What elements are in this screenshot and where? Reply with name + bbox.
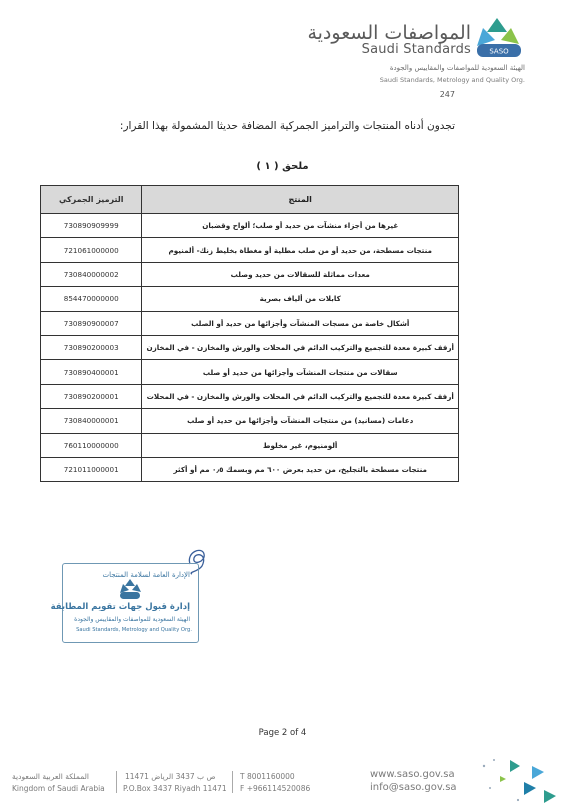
table-row xyxy=(41,311,459,335)
decorative-triangles-icon xyxy=(470,752,560,808)
products-table xyxy=(40,185,459,482)
intro-text: تجدون أدناه المنتجات والترامیز الجمرکیة المضافة حدیثا المشمولة بهذا القرار: xyxy=(119,120,455,132)
product-cell: أرفف كبيرة معدة للتجميع والتركيب الدائم في المحلات والورش والمخازن - في المحلات xyxy=(142,384,459,408)
product-cell: سقالات من منتجات المنشآت وأجزائها من حديد أو صلب xyxy=(142,360,459,384)
code-cell: 730890200003 xyxy=(41,335,142,359)
stamp-org-english: Saudi Standards, Metrology and Quality Org. xyxy=(76,627,192,633)
footer-divider xyxy=(116,771,117,793)
footer-country-english: Kingdom of Saudi Arabia xyxy=(12,784,105,793)
saso-logo-icon xyxy=(469,16,525,60)
product-cell: كابلات من ألياف بصرية xyxy=(142,287,459,311)
stamp-org-arabic: الهيئة السعودية للمواصفات والمقاييس والجودة xyxy=(74,616,190,623)
stamp-unit: إدارة قبول جهات تقويم المطابقة xyxy=(50,602,190,612)
table-row xyxy=(41,384,459,408)
table-row xyxy=(41,457,459,481)
table-row xyxy=(41,335,459,359)
table-row xyxy=(41,433,459,457)
product-cell: معدات مماثلة للسقالات من حديد وصلب xyxy=(142,262,459,286)
header-code: الترميز الجمركي xyxy=(41,186,142,214)
footer-telephone: T 8001160000 xyxy=(240,772,295,781)
header-product: المنتج xyxy=(142,186,459,214)
footer-country-arabic: المملكة العربية السعودية xyxy=(12,772,89,781)
footer-email-link[interactable]: info@saso.gov.sa xyxy=(370,782,457,793)
code-cell: 730890200001 xyxy=(41,384,142,408)
footer-fax: F +966114520086 xyxy=(240,784,311,793)
footer-pobox-arabic: ص ب 3437 الرياض 11471 xyxy=(125,772,216,781)
table-row xyxy=(41,238,459,262)
logo-badge-text: SASO xyxy=(489,47,509,56)
product-cell: دعامات (مسانيد) من منتجات المنشآت وأجزائها من حديد أو صلب xyxy=(142,409,459,433)
stamp-department: الإدارة العامة لسلامة المنتجات xyxy=(102,571,190,579)
footer-divider xyxy=(232,771,233,793)
code-cell: 721061000000 xyxy=(41,238,142,262)
org-name-arabic: الهيئة السعودية للمواصفات والمقاييس والجودة xyxy=(389,64,525,72)
footer-website-link[interactable]: www.saso.gov.sa xyxy=(370,769,455,780)
logo-arabic-text: المواصفات السعودية xyxy=(307,22,471,44)
code-cell: 730840000002 xyxy=(41,262,142,286)
code-cell: 854470000000 xyxy=(41,287,142,311)
table-row xyxy=(41,214,459,238)
code-cell: 730890909999 xyxy=(41,214,142,238)
table-row xyxy=(41,409,459,433)
page-reference: 247 xyxy=(439,90,455,99)
product-cell: غيرها من أجزاء منشآت من حديد أو صلب؛ ألواح وقضبان xyxy=(142,214,459,238)
code-cell: 760110000000 xyxy=(41,433,142,457)
table-row xyxy=(41,360,459,384)
product-cell: منتجات مسطحة، من حديد أو من صلب مطلية أو مغطاة بخليط زنك- ألمنيوم xyxy=(142,238,459,262)
product-cell: أرفف كبيرة معدة للتجميع والتركيب الدائم في المحلات والورش والمخازن - في المخازن xyxy=(142,335,459,359)
footer-pobox-english: P.O.Box 3437 Riyadh 11471 xyxy=(123,784,227,793)
official-stamp xyxy=(50,563,199,643)
table-row xyxy=(41,287,459,311)
code-cell: 730840000001 xyxy=(41,409,142,433)
logo-english-text: Saudi Standards xyxy=(361,42,471,57)
page-indicator: Page 2 of 4 xyxy=(258,728,307,738)
stamp-logo-icon xyxy=(117,578,143,600)
code-cell: 721011000001 xyxy=(41,457,142,481)
annex-title: ملحق ( ١ ) xyxy=(256,161,309,172)
org-name-english: Saudi Standards, Metrology and Quality Org. xyxy=(379,76,525,84)
product-cell: أشكال خاصة من مسجات المنشآت وأجزائها من حديد أو الصلب xyxy=(142,311,459,335)
code-cell: 730890900007 xyxy=(41,311,142,335)
product-cell: منتجات مسطحة بالتجليخ، من حديد بعرض ٦٠٠ مم وبسمك ٠٫٥ مم أو أكثر xyxy=(142,457,459,481)
table-header-row xyxy=(41,186,459,214)
code-cell: 730890400001 xyxy=(41,360,142,384)
table-row xyxy=(41,262,459,286)
product-cell: ألومنيوم، غير مخلوط xyxy=(142,433,459,457)
